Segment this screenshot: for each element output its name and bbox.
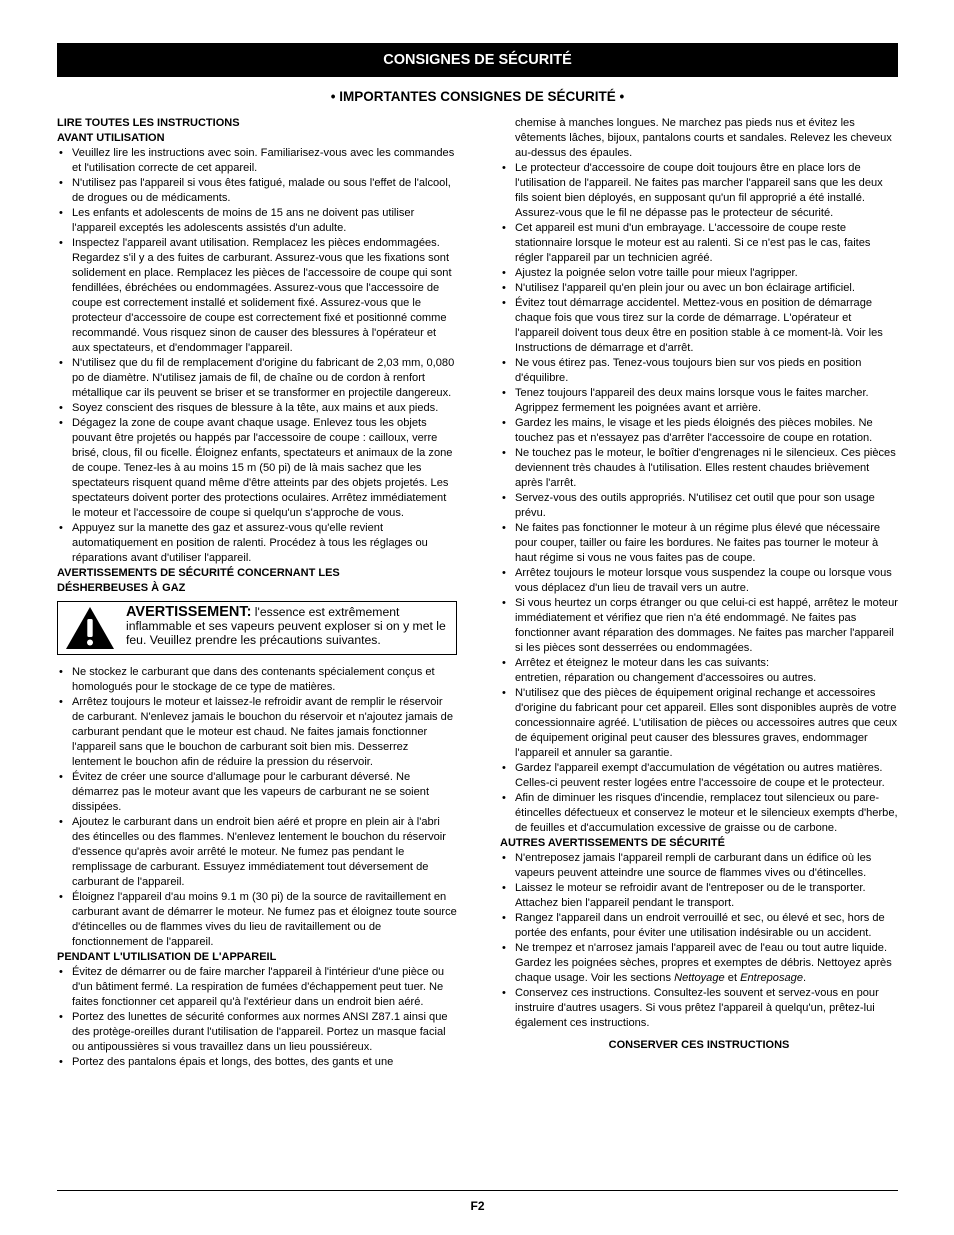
list-item: • N'utilisez pas l'appareil si vous êtes fatigué, malade ou sous l'effet de l'alcool, de drogues ou de médicaments. xyxy=(57,176,457,206)
heading-other-warnings: AUTRES AVERTISSEMENTS DE SÉCURITÉ xyxy=(500,837,725,849)
list-item: • Afin de diminuer les risques d'incendie, remplacez tout silencieux ou pare-étincelles défectueux et conservez le moteur et le silencieux exempts d'herbe, de feuilles et d'accumulation excessive de graisse ou de carbone. xyxy=(500,791,898,836)
list-item: • Appuyez sur la manette des gaz et assurez-vous qu'elle revient automatiquement en position de ralenti. Procédez à tous les réglages ou réparations avant d'utiliser l'appareil. xyxy=(57,521,457,566)
list-item: • Ne vous étirez pas. Tenez-vous toujours bien sur vos pieds en position d'équilibre. xyxy=(500,356,898,386)
list-item-water: • Ne trempez et n'arrosez jamais l'appareil avec de l'eau ou tout autre liquide. Gardez les poignées sèches, propres et exemptes de débris. Nettoyez après chaque usage. Voir les sections Nettoyage et Entreposage. xyxy=(500,941,898,986)
section-subtitle: • IMPORTANTES CONSIGNES DE SÉCURITÉ • xyxy=(330,89,625,104)
list-item: • Gardez les mains, le visage et les pieds éloignés des pièces mobiles. Ne touchez pas et n'essayez pas d'arrêter l'accessoire de coupe en rotation. xyxy=(500,416,898,446)
list-item: • Les enfants et adolescents de moins de 15 ans ne doivent pas utiliser l'appareil exceptés les adolescents assistés d'un adulte. xyxy=(57,206,457,236)
closing-heading: CONSERVER CES INSTRUCTIONS xyxy=(608,1039,790,1051)
footer-rule xyxy=(57,1190,898,1191)
list-during-use xyxy=(57,965,457,1070)
ref-nettoyage: Nettoyage xyxy=(674,972,725,984)
list-item: • N'utilisez l'appareil qu'en plein jour ou avec un bon éclairage artificiel. xyxy=(500,281,898,296)
list-operation-rules xyxy=(500,161,898,836)
list-item: • Évitez de créer une source d'allumage pour le carburant déversé. Ne démarrez pas le moteur avant que les vapeurs de carburant ne se soient dissipées. xyxy=(57,770,457,815)
list-item-keep-instructions: • Conservez ces instructions. Consultez-les souvent et servez-vous en pour instruire d'autres usagers. Si vous prêtez l'appareil à quelqu'un, prêtez-lui également ces instructions. xyxy=(500,986,898,1031)
warning-box xyxy=(57,601,457,655)
warning-message: l'essence est extrêmement inflammable et ses vapeurs peuvent exploser si on y met le feu. Veuillez prendre les précautions suivantes. xyxy=(126,605,446,647)
list-fuel-warnings xyxy=(57,665,457,950)
right-column xyxy=(500,116,898,1053)
list-item-continued: chemise à manches longues. Ne marchez pas pieds nus et évitez les vêtements lâches, bijoux, pantalons courts et sandales. Relevez les cheveux au-dessus des épaules. xyxy=(515,117,892,159)
list-item: • Portez des lunettes de sécurité conformes aux normes ANSI Z87.1 ainsi que des protège-oreilles durant l'utilisation de l'appareil. Portez un masque facial ou antipoussières si vous travaillez dans un lieu poussiéreux. xyxy=(57,1010,457,1055)
ref-entreposage: Entreposage xyxy=(740,972,804,984)
list-item: • Veuillez lire les instructions avec soin. Familiarisez-vous avec les commandes et l'utilisation correcte de cet appareil. xyxy=(57,146,457,176)
list-item: • Rangez l'appareil dans un endroit verrouillé et sec, ou élevé et sec, hors de portée des enfants, pour éviter une utilisation indésirable ou un accident. xyxy=(500,911,898,941)
list-item: • Si vous heurtez un corps étranger ou que celui-ci est happé, arrêtez le moteur immédiatement et vérifiez que rien n'a été endommagé. Ne faites pas fonctionner avant réparation des dommages. Ne faites pas marcher l'appareil si les pièces sont desserrées ou endommagées. xyxy=(500,596,898,656)
list-item: • Dégagez la zone de coupe avant chaque usage. Enlevez tous les objets pouvant être projetés ou happés par l'accessoire de coupe : cailloux, verre brisé, clous, fil ou ficelle. Éloignez enfants, spectateurs et animaux de la zone de coupe. Tenez-les à au moins 15 m (50 pi) de là mais sachez que les spectateurs risquent quand même d'être atteints par des objets projetés. Les spectateurs doivent porter des protections oculaires. Arrêtez immédiatement le moteur et l'accessoire de coupe si quelqu'un s'approche de vous. xyxy=(57,416,457,521)
heading-gas-warnings: AVERTISSEMENTS DE SÉCURITÉ CONCERNANT LES DÉSHERBEUSES À GAZ xyxy=(57,567,340,594)
list-item: • N'utilisez que du fil de remplacement d'origine du fabricant de 2,03 mm, 0,080 po de diamètre. N'utilisez jamais de fil, de chaîne ou de cordon à renfort métallique car ils peuvent se briser et se transformer en projectile dangereux. xyxy=(57,356,457,401)
list-item: • N'entreposez jamais l'appareil rempli de carburant dans un édifice où les vapeurs peuvent atteindre une source de flammes vives ou d'étincelles. xyxy=(500,851,898,881)
list-item: • Portez des pantalons épais et longs, des bottes, des gants et une xyxy=(57,1055,457,1070)
heading-during-use: PENDANT L'UTILISATION DE L'APPAREIL xyxy=(57,951,277,963)
heading-read-instructions: LIRE TOUTES LES INSTRUCTIONS AVANT UTILISATION xyxy=(57,117,240,144)
list-item: • N'utilisez que des pièces de équipement original rechange et accessoires d'origine du fabricant pour cet appareil. Elles sont disponibles auprès de votre concessionnaire agréé. L'utilisation de pièces ou accessoires autres que ceux de équipement original peut causer des blessures graves, endommager l'appareil et annuler sa garantie. xyxy=(500,686,898,761)
left-column xyxy=(57,116,457,1070)
list-item: • Ne faites pas fonctionner le moteur à un régime plus élevé que nécessaire pour couper, tailler ou faire les bordures. Ne faites pas tourner le moteur à haut régime si vous ne vous faites pas de coupe. xyxy=(500,521,898,566)
list-item: • Évitez tout démarrage accidentel. Mettez-vous en position de démarrage chaque fois que vous tirez sur la corde de démarrage. L'opérateur et l'appareil doivent tous deux être en position stable à ce moment-là. Voir les Instructions de démarrage et d'arrêt. xyxy=(500,296,898,356)
list-item: • Ajoutez le carburant dans un endroit bien aéré et propre en plein air à l'abri des étincelles ou des flammes. N'enlevez lentement le bouchon du réservoir d'essence qu'après avoir arrêté le moteur. Ne fumez pas pendant le remplissage de carburant. Essuyez immédiatement tout déversement de carburant de l'appareil. xyxy=(57,815,457,890)
list-item: • Inspectez l'appareil avant utilisation. Remplacez les pièces endommagées. Regardez s'il y a des fuites de carburant. Assurez-vous que les fixations sont solidement en place. Remplacez les pièces de l'accessoire de coupe qui sont fendillées, ébréchées ou endommagées. Assurez-vous que l'accessoire de coupe est correctement installé et solidement fixé. Assurez-vous que le protecteur d'accessoire de coupe est correctement fixé et positionné comme recommandé. Vous risquez sinon de causer des blessures à l'opérateur et aux spectateurs, et d'endommager l'appareil. xyxy=(57,236,457,356)
list-item: • Ne touchez pas le moteur, le boîtier d'engrenages ni le silencieux. Ces pièces deviennent très chaudes à l'utilisation. Elles restent chaudes brièvement après l'arrêt. xyxy=(500,446,898,491)
list-item: • Ajustez la poignée selon votre taille pour mieux l'agripper. xyxy=(500,266,898,281)
list-item: • Laissez le moteur se refroidir avant de l'entreposer ou de le transporter. Attachez bien l'appareil pendant le transport. xyxy=(500,881,898,911)
list-item: • Ne stockez le carburant que dans des contenants spécialement conçus et homologués pour le stockage de ce type de matières. xyxy=(57,665,457,695)
list-item: • Cet appareil est muni d'un embrayage. L'accessoire de coupe reste stationnaire lorsque le moteur est au ralenti. Si ce n'est pas le cas, faites régler l'appareil par un technicien agréé. xyxy=(500,221,898,266)
list-item: • Arrêtez toujours le moteur lorsque vous suspendez la coupe ou lorsque vous vous déplacez d'un lieu de travail vers un autre. xyxy=(500,566,898,596)
list-item: • Arrêtez toujours le moteur et laissez-le refroidir avant de remplir le réservoir de carburant. N'enlevez jamais le bouchon du réservoir et n'ajoutez jamais de carburant pendant que le moteur est chaud. Ne faites jamais fonctionner l'appareil sans que le bouchon de carburant soit bien mis. Desserrez lentement le bouchon afin de réduire la pression du réservoir. xyxy=(57,695,457,770)
list-item: • Arrêtez et éteignez le moteur dans les cas suivants: entretien, réparation ou changement d'accessoires ou autres. xyxy=(500,656,898,686)
warning-triangle-icon xyxy=(58,602,122,654)
list-item: • Tenez toujours l'appareil des deux mains lorsque vous le faites marcher. Agrippez fermement les poignées avant et arrière. xyxy=(500,386,898,416)
list-item: • Évitez de démarrer ou de faire marcher l'appareil à l'intérieur d'une pièce ou d'un bâtiment fermé. La respiration de fumées d'échappement peut tuer. Ne faites fonctionner cet appareil qu'à l'extérieur dans un endroit bien aéré. xyxy=(57,965,457,1010)
list-read-instructions xyxy=(57,146,457,566)
list-item: • Servez-vous des outils appropriés. N'utilisez cet outil que pour son usage prévu. xyxy=(500,491,898,521)
warning-text xyxy=(122,602,456,654)
warning-label: AVERTISSEMENT: xyxy=(126,604,252,620)
list-item: • Éloignez l'appareil d'au moins 9.1 m (30 pi) de la source de ravitaillement en carburant avant de démarrer le moteur. Ne fumez pas et éloignez toute source d'étincelles ou de flammes vives du lieu de ravitaillement ou de fonctionnement de l'appareil. xyxy=(57,890,457,950)
list-item: • Le protecteur d'accessoire de coupe doit toujours être en place lors de l'utilisation de l'appareil. Ne faites pas marcher l'appareil sans que les deux fils soient bien déployés, en supposant qu'un fil approprié a été installé. Assurez-vous que le fil ne dépasse pas le protecteur de sécurité. xyxy=(500,161,898,221)
list-item: • Soyez conscient des risques de blessure à la tête, aux mains et aux pieds. xyxy=(57,401,457,416)
list-other-warnings xyxy=(500,851,898,1031)
list-item: • Gardez l'appareil exempt d'accumulation de végétation ou autres matières. Celles-ci peuvent rester logées entre l'accessoire de coupe et le protecteur. xyxy=(500,761,898,791)
page-number: F2 xyxy=(470,1199,485,1213)
section-banner: CONSIGNES DE SÉCURITÉ xyxy=(57,43,898,77)
